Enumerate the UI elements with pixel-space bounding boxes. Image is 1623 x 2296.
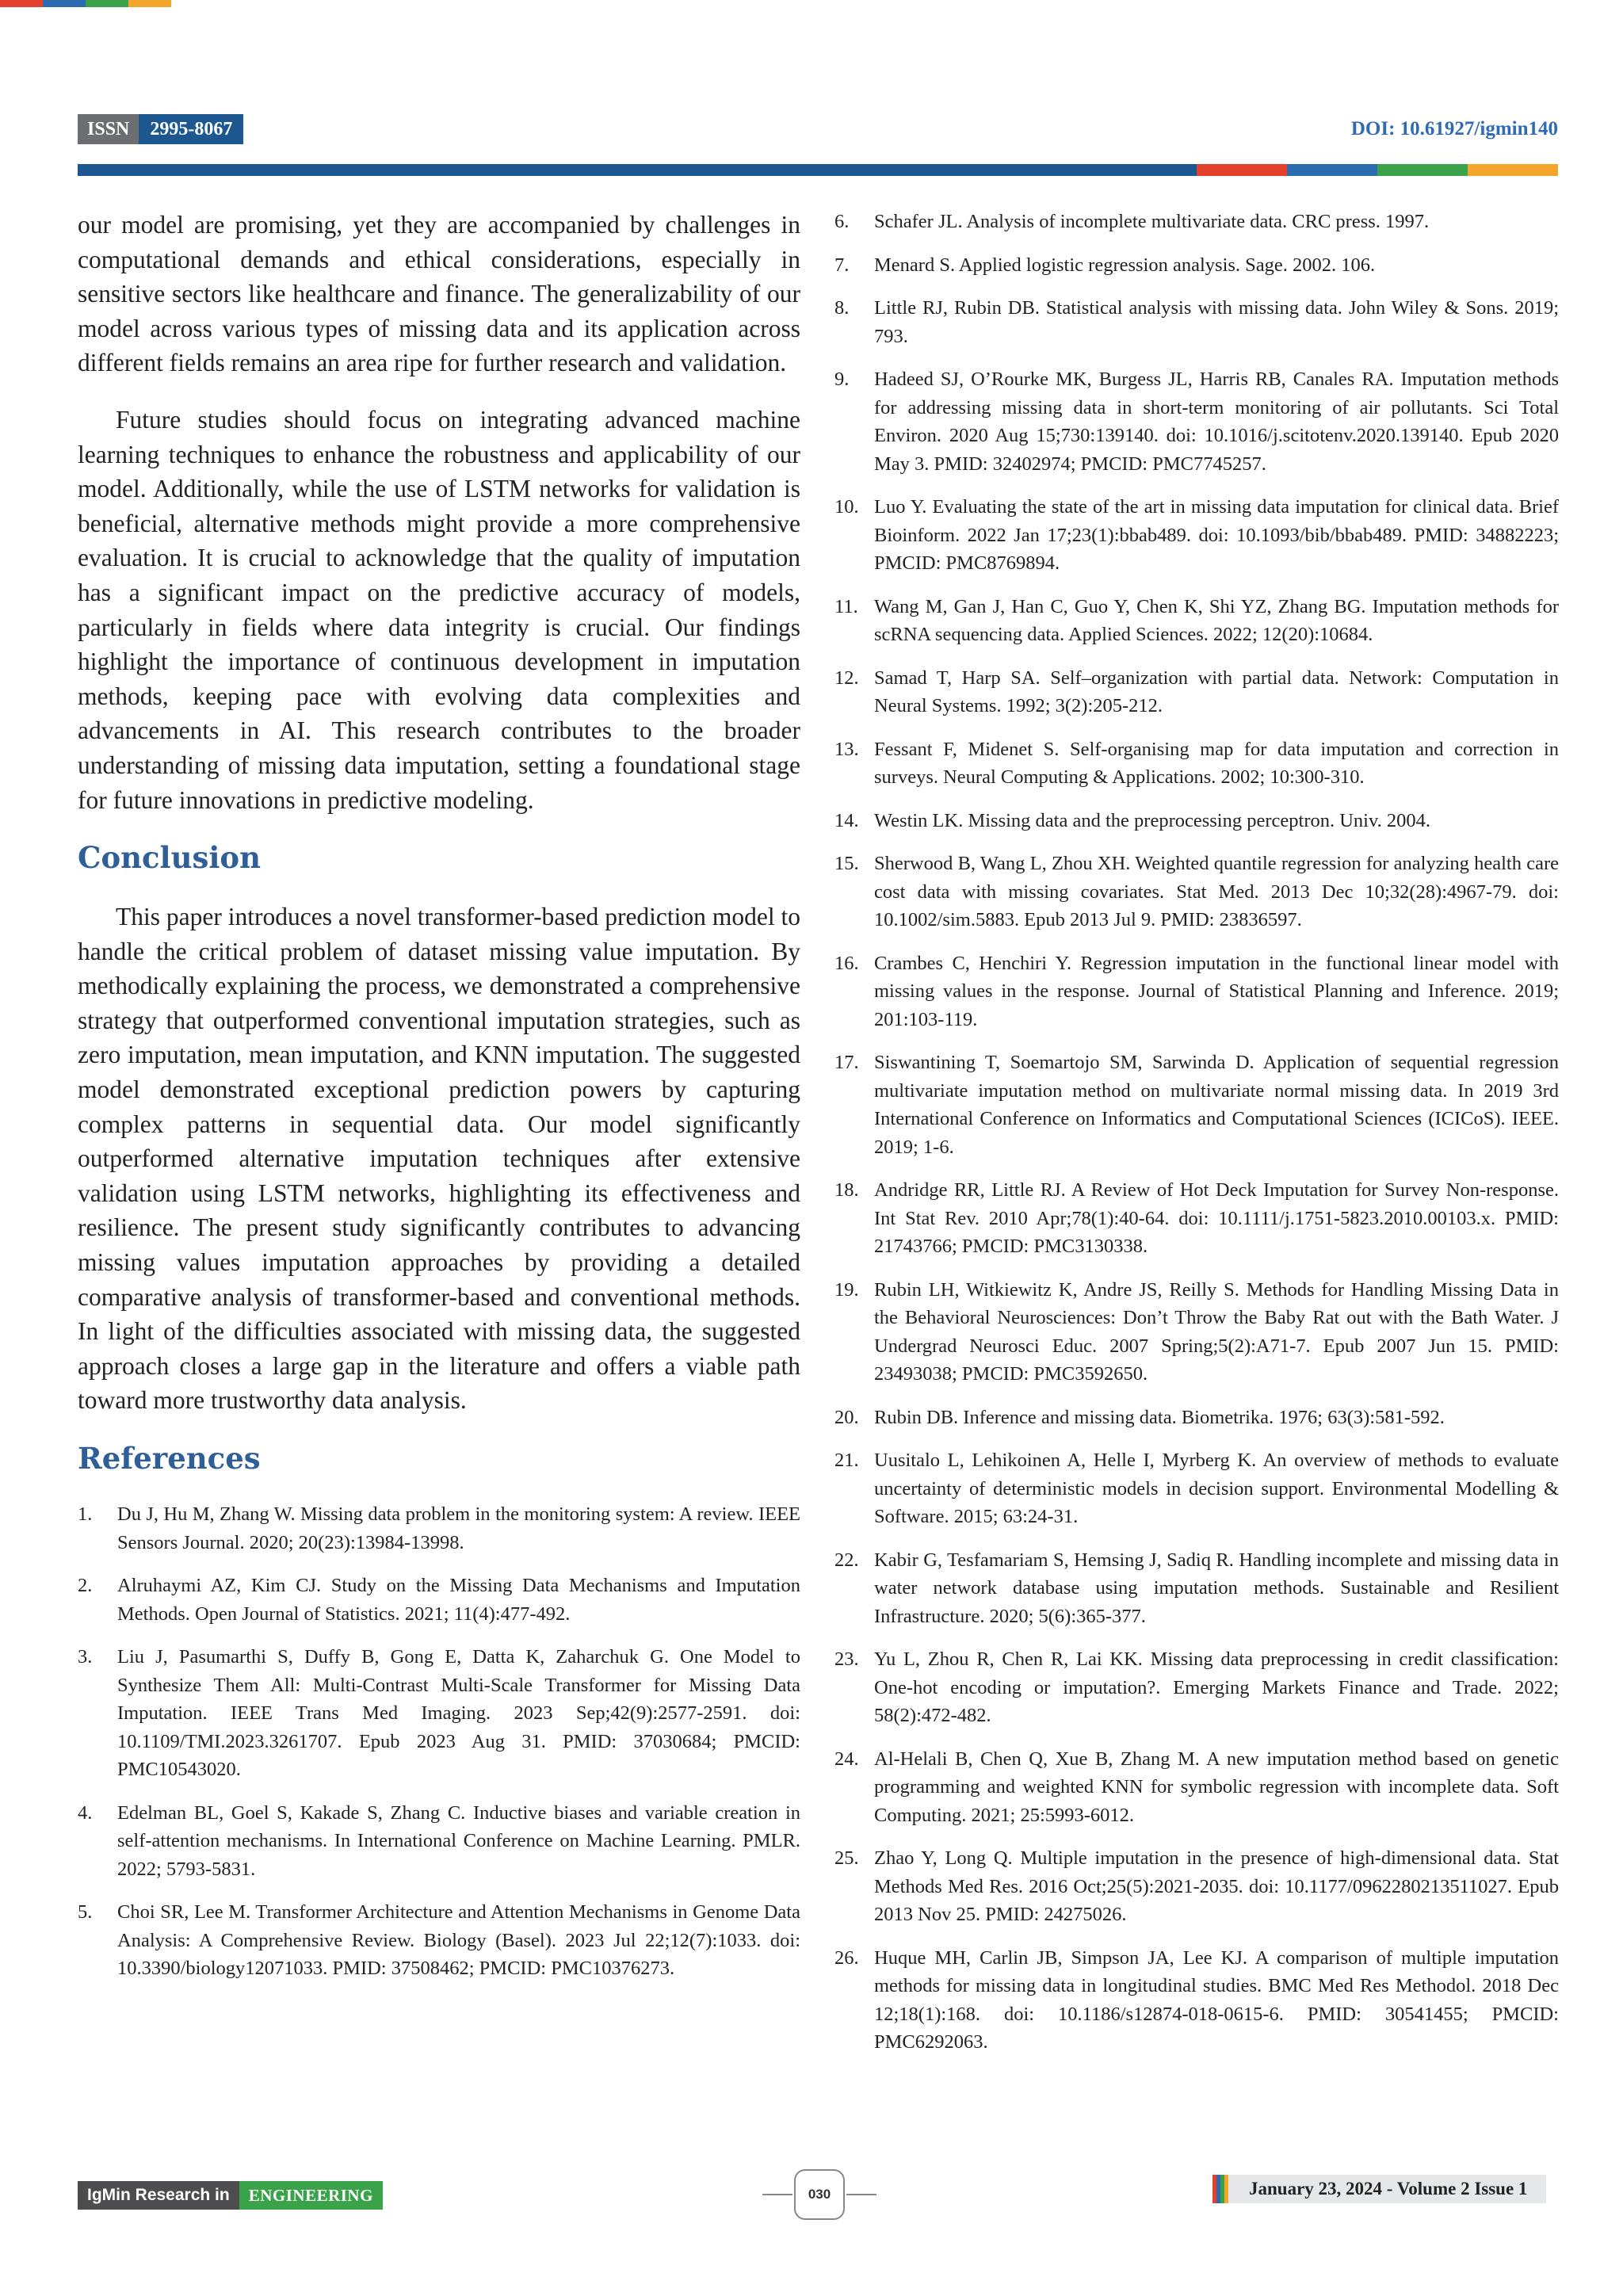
reference-number: 7. xyxy=(834,254,850,276)
reference-number: 21. xyxy=(834,1450,859,1471)
date-volume-badge xyxy=(1212,2175,1546,2203)
references-list-right xyxy=(834,208,1559,2057)
reference-number: 9. xyxy=(834,369,850,390)
reference-text: Huque MH, Carlin JB, Simpson JA, Lee KJ. A comparison of multiple imputation methods for missing data in longitudinal studies. BMC Med Res Methodol. 2018 Dec 12;18(1):168. doi: 10.1186/s12874-018-0615-6. PMID: 30541455; PMCID: PMC6292063. xyxy=(874,1946,1559,2053)
reference-text: Al-Helali B, Chen Q, Xue B, Zhang M. A new imputation method based on genetic programming and weighted KNN for symbolic regression with incomplete data. Soft Computing. 2021; 25:5993-6012. xyxy=(874,1748,1559,1826)
page-number: 030 xyxy=(794,2169,845,2220)
reference-text: Kabir G, Tesfamariam S, Hemsing J, Sadiq R. Handling incomplete and missing data in water network database using imputation methods. Sustainable and Resilient Infrastructure. 2020; 5(6):365-377. xyxy=(874,1549,1559,1627)
footer-color-stripes xyxy=(1212,2175,1228,2203)
reference-item xyxy=(834,1745,1559,1830)
stripe-orange xyxy=(128,0,171,7)
stripe-red xyxy=(0,0,43,7)
reference-number: 13. xyxy=(834,738,859,760)
reference-number: 12. xyxy=(834,667,859,689)
reference-text: Rubin LH, Witkiewitz K, Andre JS, Reilly S. Methods for Handling Missing Data in the Behavioral Neurosciences: Don’t Throw the Baby Rat out with the Bath Water. J Undergrad Neurosci Educ. 2007 Spring;5(2):A71-7. Epub 2007 Jun 15. PMID: 23493038; PMCID: PMC3592650. xyxy=(874,1278,1559,1385)
references-heading: References xyxy=(78,1441,261,1476)
header-bar-orange xyxy=(1468,164,1558,176)
reference-number: 14. xyxy=(834,809,859,831)
issn-number: 2995-8067 xyxy=(139,114,243,144)
reference-number: 2. xyxy=(78,1575,93,1596)
reference-text: Crambes C, Henchiri Y. Regression imputation in the functional linear model with missing values in the response. Journal of Statistical Planning and Inference. 2019; 201:103-119. xyxy=(874,952,1559,1030)
page-number-line-right xyxy=(846,2194,876,2195)
reference-number: 19. xyxy=(834,1278,859,1301)
body-paragraph-2: Future studies should focus on integrating advanced machine learning techniques to enhance the robustness and applicability of our model. Additionally, while the use of LSTM networks for validation is beneficial, alternative methods might provide a more comprehensive evaluation. It is crucial to acknowledge that the quality of imputation has a significant impact on the predictive accuracy of models, particularly in fields where data integrity is crucial. Our findings highlight the importance of continuous development in imputation methods, keeping pace with evolving data complexities and advancements in AI. This research contributes to the broader understanding of missing data imputation, setting a foundational stage for future innovations in predictive modeling. xyxy=(78,405,800,814)
reference-number: 10. xyxy=(834,496,859,518)
reference-item xyxy=(834,1049,1559,1161)
reference-item xyxy=(78,1643,800,1784)
reference-text: Alruhaymi AZ, Kim CJ. Study on the Missing Data Mechanisms and Imputation Methods. Open Journal of Statistics. 2021; 11(4):477-492. xyxy=(117,1575,800,1625)
reference-text: Hadeed SJ, O’Rourke MK, Burgess JL, Harris RB, Canales RA. Imputation methods for addressing missing data in short-term monitoring of air pollutants. Sci Total Environ. 2020 Aug 15;730:139140. doi: 10.1016/j.scitotenv.2020.139140. Epub 2020 May 3. PMID: 32402974; PMCID: PMC7745257. xyxy=(874,369,1559,475)
reference-text: Choi SR, Lee M. Transformer Architecture and Attention Mechanisms in Genome Data Analysis: A Comprehensive Review. Biology (Basel). 2023 Jul 22;12(7):1033. doi: 10.3390/biology12071033. PMID: 37508462; PMCID: PMC10376273. xyxy=(117,1901,800,1979)
issn-badge xyxy=(78,114,243,144)
reference-item xyxy=(834,807,1559,835)
reference-item xyxy=(834,1844,1559,1929)
reference-item xyxy=(834,949,1559,1034)
journal-prefix: IgMin Research in xyxy=(78,2181,239,2210)
header-bar-green xyxy=(1377,164,1468,176)
reference-text: Westin LK. Missing data and the preprocessing perceptron. Univ. 2004. xyxy=(874,809,1431,831)
header-divider-bar xyxy=(78,164,1558,176)
conclusion-heading: Conclusion xyxy=(78,840,261,876)
reference-text: Samad T, Harp SA. Self–organization with partial data. Network: Computation in Neural Systems. 1992; 3(2):205-212. xyxy=(874,667,1559,716)
page-number-line-left xyxy=(762,2194,792,2195)
reference-number: 23. xyxy=(834,1648,859,1670)
reference-text: Menard S. Applied logistic regression analysis. Sage. 2002. 106. xyxy=(874,254,1376,276)
reference-number: 3. xyxy=(78,1646,93,1668)
reference-number: 25. xyxy=(834,1847,859,1869)
reference-text: Luo Y. Evaluating the state of the art in missing data imputation for clinical data. Brief Bioinform. 2022 Jan 17;23(1):bbab489. doi: 10.1093/bib/bbab489. PMID: 34882223; PMCID: PMC8769894. xyxy=(874,496,1559,574)
journal-footer-badge xyxy=(78,2181,383,2210)
top-color-stripe xyxy=(0,0,171,7)
reference-text: Little RJ, Rubin DB. Statistical analysis with missing data. John Wiley & Sons. 2019; 793. xyxy=(874,297,1559,347)
stripe-blue xyxy=(43,0,86,7)
date-volume-text: January 23, 2024 - Volume 2 Issue 1 xyxy=(1228,2175,1546,2203)
reference-number: 1. xyxy=(78,1503,93,1525)
left-column xyxy=(78,208,800,1998)
reference-item xyxy=(78,1799,800,1884)
issn-label: ISSN xyxy=(78,114,139,144)
reference-number: 26. xyxy=(834,1946,859,1969)
reference-item xyxy=(834,208,1559,236)
reference-number: 8. xyxy=(834,297,850,319)
reference-item xyxy=(834,1446,1559,1531)
reference-item xyxy=(78,1500,800,1557)
reference-item xyxy=(834,1546,1559,1631)
body-paragraph-1: our model are promising, yet they are accompanied by challenges in computational demands and ethical considerations, especially in sensitive sectors like healthcare and finance. The generalizability of our model across various types of missing data and its application across different fields remains an area ripe for further research and validation. xyxy=(78,211,800,377)
reference-number: 11. xyxy=(834,595,858,617)
reference-text: Yu L, Zhou R, Chen R, Lai KK. Missing data preprocessing in credit classification: One-hot encoding or imputation?. Emerging Markets Finance and Trade. 2022; 58(2):472-482. xyxy=(874,1648,1559,1726)
reference-item xyxy=(834,850,1559,934)
reference-text: Sherwood B, Wang L, Zhou XH. Weighted quantile regression for analyzing health care cost data with missing covariates. Stat Med. 2013 Dec 10;32(28):4967-79. doi: 10.1002/sim.5883. Epub 2013 Jul 9. PMID: 23836597. xyxy=(874,853,1559,930)
reference-number: 15. xyxy=(834,853,859,874)
reference-number: 17. xyxy=(834,1052,859,1073)
reference-text: Edelman BL, Goel S, Kakade S, Zhang C. Inductive biases and variable creation in self-attention mechanisms. In International Conference on Machine Learning. PMLR. 2022; 5793-5831. xyxy=(117,1801,800,1880)
reference-text: Andridge RR, Little RJ. A Review of Hot Deck Imputation for Survey Non-response. Int Stat Rev. 2010 Apr;78(1):40-64. doi: 10.1111/j.1751-5823.2010.00103.x. PMID: 21743766; PMCID: PMC3130338. xyxy=(874,1179,1559,1257)
reference-text: Siswantining T, Soemartojo SM, Sarwinda D. Application of sequential regression multivariate imputation method on multivariate normal missing data. In 2019 3rd International Conference on Informatics and Computational Sciences (ICICoS). IEEE. 2019; 1-6. xyxy=(874,1052,1559,1158)
header-bar-red xyxy=(1197,164,1287,176)
reference-item xyxy=(78,1898,800,1983)
doi-link[interactable]: DOI: 10.61927/igmin140 xyxy=(1350,118,1558,139)
reference-item xyxy=(834,251,1559,280)
reference-number: 18. xyxy=(834,1179,859,1201)
reference-text: Zhao Y, Long Q. Multiple imputation in the presence of high-dimensional data. Stat Methods Med Res. 2016 Oct;25(5):2021-2035. doi: 10.1177/0962280213511027. Epub 2013 Nov 25. PMID: 24275026. xyxy=(874,1847,1559,1925)
reference-number: 20. xyxy=(834,1406,859,1428)
reference-text: Schafer JL. Analysis of incomplete multivariate data. CRC press. 1997. xyxy=(874,211,1430,232)
reference-number: 22. xyxy=(834,1549,859,1571)
reference-item xyxy=(834,593,1559,649)
stripe-green xyxy=(86,0,128,7)
reference-item xyxy=(834,664,1559,720)
reference-number: 16. xyxy=(834,952,859,974)
reference-item xyxy=(834,735,1559,792)
reference-text: Du J, Hu M, Zhang W. Missing data problem in the monitoring system: A review. IEEE Sensors Journal. 2020; 20(23):13984-13998. xyxy=(117,1503,800,1553)
reference-number: 4. xyxy=(78,1801,93,1824)
reference-text: Liu J, Pasumarthi S, Duffy B, Gong E, Datta K, Zaharchuk G. One Model to Synthesize Them All: Multi-Contrast Multi-Scale Transformer for Missing Data Imputation. IEEE Trans Med Imaging. 2023 Sep;42(9):2577-2591. doi: 10.1109/TMI.2023.3261707. Epub 2023 Aug 31. PMID: 37030684; PMCID: PMC10543020. xyxy=(117,1646,800,1780)
reference-item xyxy=(834,1176,1559,1261)
reference-item xyxy=(834,1944,1559,2057)
reference-text: Rubin DB. Inference and missing data. Biometrika. 1976; 63(3):581-592. xyxy=(874,1406,1445,1428)
right-column xyxy=(834,208,1559,2072)
reference-item xyxy=(834,493,1559,578)
reference-number: 24. xyxy=(834,1748,859,1770)
reference-text: Fessant F, Midenet S. Self-organising map for data imputation and correction in surveys. Neural Computing & Applications. 2002; 10:300-310. xyxy=(874,738,1559,788)
reference-item xyxy=(834,1404,1559,1432)
conclusion-paragraph: This paper introduces a novel transformer-based prediction model to handle the critical problem of dataset missing value imputation. By methodically explaining the process, we demonstrated a comprehensive strategy that outperformed conventional imputation strategies, such as zero imputation, mean imputation, and KNN imputation. The suggested model demonstrated exceptional prediction powers by capturing complex patterns in sequential data. Our model significantly outperformed alternative imputation techniques after extensive validation using LSTM networks, highlighting its effectiveness and resilience. The present study significantly contributes to advancing missing values imputation approaches by providing a detailed comparative analysis of transformer-based and conventional methods. In light of the difficulties associated with missing data, the suggested approach closes a large gap in the literature and offers a viable path toward more trustworthy data analysis. xyxy=(78,903,800,1415)
reference-number: 6. xyxy=(834,211,850,232)
reference-text: Wang M, Gan J, Han C, Guo Y, Chen K, Shi YZ, Zhang BG. Imputation methods for scRNA sequencing data. Applied Sciences. 2022; 12(20):10684. xyxy=(874,595,1559,645)
reference-item xyxy=(834,294,1559,350)
reference-number: 5. xyxy=(78,1901,93,1923)
reference-item xyxy=(78,1572,800,1628)
reference-text: Uusitalo L, Lehikoinen A, Helle I, Myrberg K. An overview of methods to evaluate uncertainty of deterministic models in decision support. Environmental Modelling & Software. 2015; 63:24-31. xyxy=(874,1450,1559,1527)
journal-field: ENGINEERING xyxy=(239,2181,383,2210)
header-bar-blue xyxy=(78,164,1197,176)
reference-item xyxy=(834,365,1559,478)
reference-item xyxy=(834,1645,1559,1730)
header-bar-blue-segment xyxy=(1287,164,1377,176)
reference-item xyxy=(834,1276,1559,1389)
references-list-left xyxy=(78,1500,800,1983)
